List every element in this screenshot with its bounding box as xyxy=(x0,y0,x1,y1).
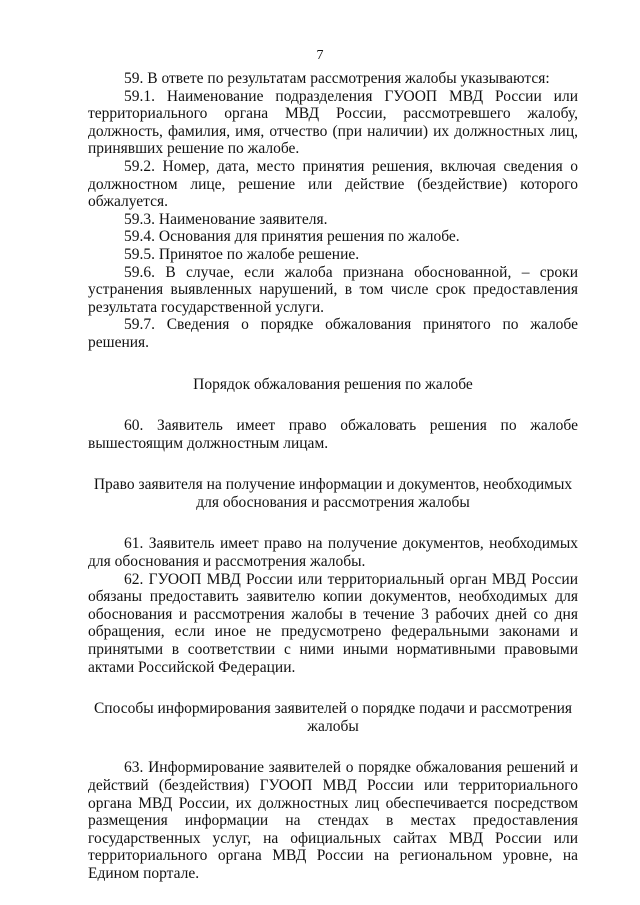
section-heading-appeal-procedure: Порядок обжалования решения по жалобе xyxy=(193,375,473,393)
paragraph-59-2: 59.2. Номер, дата, место принятия решения, включая сведения о должностном лице, решение или действие (бездействие) которого обжалуется. xyxy=(88,157,578,211)
paragraph-59-6: 59.6. В случае, если жалоба признана обоснованной, – сроки устранения выявленных нарушений, в том числе срок предоставления результата государственной услуги. xyxy=(88,263,578,316)
paragraph-59-7: 59.7. Сведения о порядке обжалования принятого по жалобе решения. xyxy=(88,316,578,351)
paragraph-59-3: 59.3. Наименование заявителя. xyxy=(124,210,328,228)
paragraph-60: 60. Заявитель имеет право обжаловать решения по жалобе вышестоящим должностным лицам. xyxy=(88,417,578,452)
paragraph-62: 62. ГУООП МВД России или территориальный орган МВД России обязаны предоставить заявителю копии документов, необходимых для обоснования и рассмотрения жалобы в течение 3 рабочих дней со дня обращения, если иное не предусмотрено федеральными законами и принятыми в соответствии с ними иными нормативными правовыми актами Российской Федерации. xyxy=(88,570,578,676)
paragraph-59-4: 59.4. Основания для принятия решения по жалобе. xyxy=(124,228,460,246)
section-heading-right-to-information: Право заявителя на получение информации и документов, необходимых для обоснования и рассмотрения жалобы xyxy=(93,476,573,511)
section-heading-informing-methods: Способы информирования заявителей о порядке подачи и рассмотрения жалобы xyxy=(93,700,573,735)
page-number: 7 xyxy=(316,48,324,63)
paragraph-63: 63. Информирование заявителей о порядке обжалования решений и действий (бездействия) ГУООП МВД России или территориального органа МВД России, их должностных лиц обеспечивается посредством размещения информации на стендах в местах предоставления государственных услуг, на официальных сайтах МВД России или территориального органа МВД России на региональном уровне, на Едином портале. xyxy=(88,759,578,882)
paragraph-59: 59. В ответе по результатам рассмотрения жалобы указываются: xyxy=(124,70,550,87)
paragraph-59-5: 59.5. Принятое по жалобе решение. xyxy=(124,245,360,263)
paragraph-61: 61. Заявитель имеет право на получение документов, необходимых для обоснования и рассмотрения жалобы. xyxy=(88,535,578,571)
document-body xyxy=(88,70,578,883)
paragraph-59-1: 59.1. Наименование подразделения ГУООП МВД России или территориального органа МВД России, рассмотревшего жалобу, должность, фамилия, имя, отчество (при наличии) их должностных лиц, принявших решение по жалобе. xyxy=(88,87,578,158)
